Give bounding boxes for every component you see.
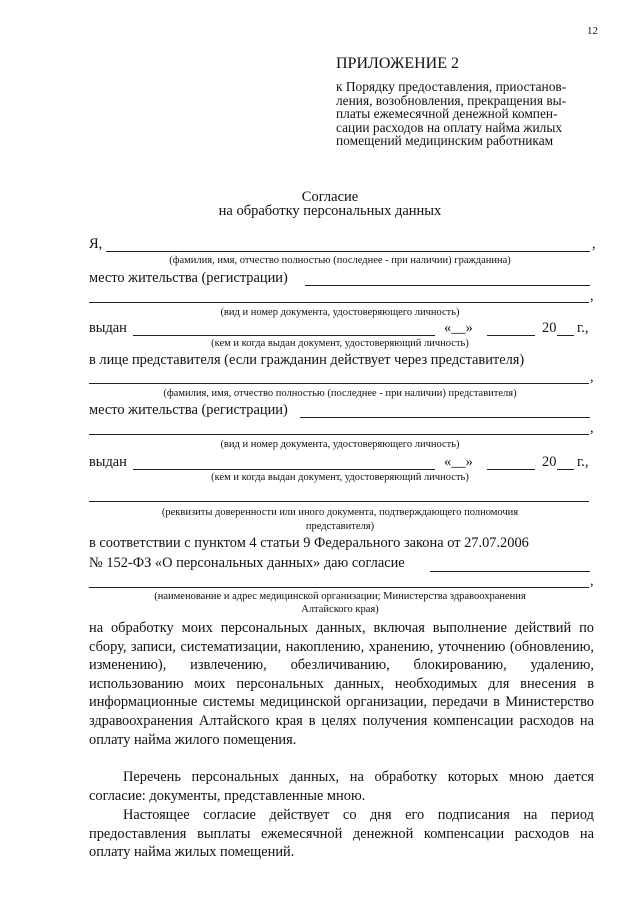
- year-field-line-2: [557, 469, 574, 470]
- comma: ,: [592, 236, 596, 252]
- rep-fio-field-line: [89, 383, 589, 384]
- issued-label-2: выдан: [89, 454, 127, 470]
- paragraph-consent-scope: на обработку моих персональных данных, включая выполнение действий по сбору, записи, систематизации, накоплению, хранению, уточнению (обновлению, изменению), извлечению, обезличиванию, блокированию, удалению, использованию моих персональных данных, необходимых для внесения в информационные системы медицинской организации, передачи в Министерство здравоохранения Алтайского края в целях получения компенсации расходов на оплату найма жилого помещения.: [89, 620, 594, 748]
- residence-field-line: [305, 285, 590, 286]
- issued-field-line-2: [133, 469, 435, 470]
- year-suffix: г.,: [577, 454, 589, 470]
- paragraph-data-list: Перечень персональных данных, на обработку которых мною дается согласие: документы, представленные мною.: [89, 769, 594, 804]
- residence-label-2: место жительства (регистрации): [89, 402, 288, 418]
- caption-organization-1: (наименование и адрес медицинской организации; Министерства здравоохранения: [154, 591, 526, 602]
- paragraph-validity: Настоящее согласие действует со дня его подписания на период предоставления выплаты ежемесячной денежной компенсации расходов на оплату найма жилых помещений.: [89, 807, 594, 861]
- power-of-attorney-field-line: [89, 501, 589, 502]
- i-label: Я,: [89, 236, 103, 252]
- appendix-title: ПРИЛОЖЕНИЕ 2: [336, 55, 460, 72]
- document-title: [0, 190, 640, 218]
- comma: ,: [590, 573, 594, 589]
- appendix-line: помещений медицинским работникам: [336, 133, 554, 149]
- comma: ,: [590, 288, 594, 304]
- caption-document: (вид и номер документа, удостоверяющего личность): [220, 307, 460, 318]
- caption-fio-rep: (фамилия, имя, отчество полностью (последнее - при наличии) представителя): [163, 388, 517, 399]
- issued-label: выдан: [89, 320, 127, 336]
- title-line-2: на обработку персональных данных: [218, 203, 442, 219]
- year-field-line: [557, 335, 574, 336]
- comma: ,: [590, 420, 594, 436]
- month-field-line-2: [487, 469, 535, 470]
- organization-field-line: [430, 571, 590, 572]
- appendix-line: сации расходов на оплату найма жилых: [336, 119, 563, 135]
- law-line-1: в соответствии с пунктом 4 статьи 9 Федерального закона от 27.07.2006: [89, 535, 529, 551]
- appendix-line: ления, возобновления, прекращения вы-: [336, 92, 567, 108]
- appendix-subtitle: [336, 80, 566, 148]
- rep-residence-field-line-2: [89, 434, 589, 435]
- caption-issued-2: (кем и когда выдан документ, удостоверяющий личность): [211, 472, 469, 483]
- month-field-line: [487, 335, 535, 336]
- caption-document-2: (вид и номер документа, удостоверяющего личность): [220, 439, 460, 450]
- issued-field-line: [133, 335, 435, 336]
- organization-field-line-2: [89, 587, 589, 588]
- caption-fio: (фамилия, имя, отчество полностью (последнее - при наличии) гражданина): [169, 255, 511, 266]
- year-prefix: 20: [542, 320, 557, 336]
- caption-issued: (кем и когда выдан документ, удостоверяющий личность): [211, 338, 469, 349]
- appendix-line: к Порядку предоставления, приостанов-: [336, 79, 567, 94]
- year-prefix: 20: [542, 454, 557, 470]
- rep-residence-field-line: [300, 417, 590, 418]
- caption-organization-2: Алтайского края): [301, 604, 379, 615]
- fio-field-line: [106, 251, 590, 252]
- caption-power-1: (реквизиты доверенности или иного документа, подтверждающего полномочия: [161, 507, 519, 518]
- date-quotes: «__»: [444, 454, 473, 470]
- representative-text: в лице представителя (если гражданин действует через представителя): [89, 352, 525, 368]
- title-line-1: Согласие: [301, 189, 359, 205]
- date-quotes: «__»: [444, 320, 473, 336]
- law-line-2: № 152-ФЗ «О персональных данных» даю согласие: [89, 555, 405, 571]
- residence-field-line-2: [89, 302, 589, 303]
- residence-label: место жительства (регистрации): [89, 270, 288, 286]
- appendix-line: платы ежемесячной денежной компен-: [336, 106, 558, 122]
- caption-power-2: представителя): [305, 521, 375, 532]
- page-number: 12: [587, 25, 598, 37]
- comma: ,: [590, 369, 594, 385]
- year-suffix: г.,: [577, 320, 589, 336]
